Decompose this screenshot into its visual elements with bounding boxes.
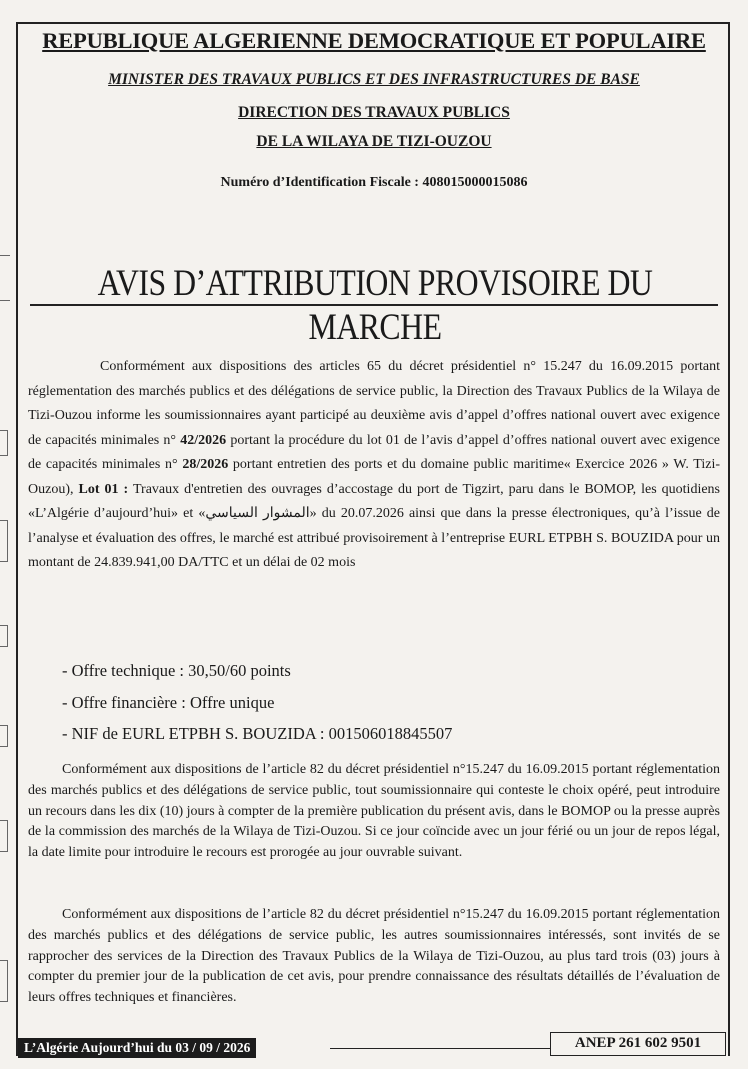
edge-box [0,725,8,747]
p1-bold-1: 42/2026 [180,432,227,448]
paragraph-appeal [28,760,720,864]
list-item: - NIF de EURL ETPBH S. BOUZIDA : 001506018845507 [62,724,453,743]
p1-text-4: Travaux d'entretien des ouvrages d’accostage du port de Tigzirt, paru dans le BOMOP, les quotidiens «L’Algérie d’aujourd’hui» et «المشوار السياسي» du 20.07.2026 ainsi que dans la presse électroniques, qu’à l’issue de l’analyse et évaluation des offres, le marché est attribué provisoirement à l’entreprise EURL ETPBH S. BOUZIDA pour un montant de 24.839.941,00 DA/TTC et un délai de 02 mois [28,481,721,570]
notice-title: AVIS D’ATTRIBUTION PROVISOIRE DU MARCHE [97,263,653,348]
p1-text-2: portant la procédure du lot 01 de l’avis d’appel d’offres national ouvert avec exigence de capacités minimales n° [28,432,721,472]
tax-id-number: Numéro d’Identification Fiscale : 408015000015086 [220,175,528,190]
p1-text-1: Conformément aux dispositions des articles 65 du décret présidentiel n° 15.247 du 16.09.2015 portant réglementation des marchés publics et des délégations de service public, la Direction des Travaux Publics de la Wilaya de Tizi-Ouzou informe les soumissionnaires ayant participé au deuxième avis d’appel d’offres national ouvert avec exigence de capacités minimales n° [28,359,720,448]
direction-heading-line2: DE LA WILAYA DE TIZI-OUZOU [256,133,492,150]
paragraph-results [28,905,720,1009]
edge-box [0,820,8,852]
anep-reference: ANEP 261 602 9501 [550,1032,726,1056]
p1-bold-2: 28/2026 [182,457,229,472]
offer-list [62,655,452,750]
edge-mark [0,300,10,301]
newspaper-date-label: L’Algérie Aujourd’hui du 03 / 09 / 2026 [18,1038,256,1058]
list-item: - Offre financière : Offre unique [62,692,275,712]
list-item: - Offre technique : 30,50/60 points [62,661,291,680]
title-underline [30,304,718,306]
edge-box [0,960,8,1002]
direction-heading-line1: DIRECTION DES TRAVAUX PUBLICS [238,104,510,121]
edge-box [0,430,8,456]
p1-bold-3: Lot 01 : [78,481,129,497]
ministry-heading: MINISTER DES TRAVAUX PUBLICS ET DES INFRASTRUCTURES DE BASE [108,71,640,88]
edge-box [0,625,8,647]
republic-heading: REPUBLIQUE ALGERIENNE DEMOCRATIQUE ET POPULAIRE [42,28,706,53]
paragraph-award [28,355,720,576]
edge-mark [0,255,10,256]
p1-text-3: portant entretien des ports et du domaine public maritime« Exercice 2026 » W. Tizi-Ouzou), [28,457,720,497]
p3-text: Conformément aux dispositions de l’article 82 du décret présidentiel n°15.247 du 16.09.2015 portant réglementation des marchés publics et des délégations de service public, les autres soumissionnaires intéressés, sont invités de se rapprocher des services de la Direction des Travaux Publics de la Wilaya de Tizi-Ouzou, au plus tard trois (03) jours à compter du premier jour de la publication de cet avis, pour prendre connaissance des résultats détaillés de l’évaluation de leurs offres techniques et financières. [28,907,720,1006]
edge-box [0,520,8,562]
footer-rule [330,1048,550,1049]
p2-text: Conformément aux dispositions de l’article 82 du décret présidentiel n°15.247 du 16.09.2015 portant réglementation des marchés publics et des délégations de service public, tout soumissionnaire qui conteste le choix opéré, peut introduire un recours dans les dix (10) jours à compter de la première publication du présent avis, dans le BOMOP ou la presse auprès de la commission des marchés de la Wilaya de Tizi-Ouzou. Si ce jour coïncide avec un jour férié ou un jour de repos légal, la date limite pour introduire le recours est prorogée au jour ouvrable suivant. [28,762,720,861]
